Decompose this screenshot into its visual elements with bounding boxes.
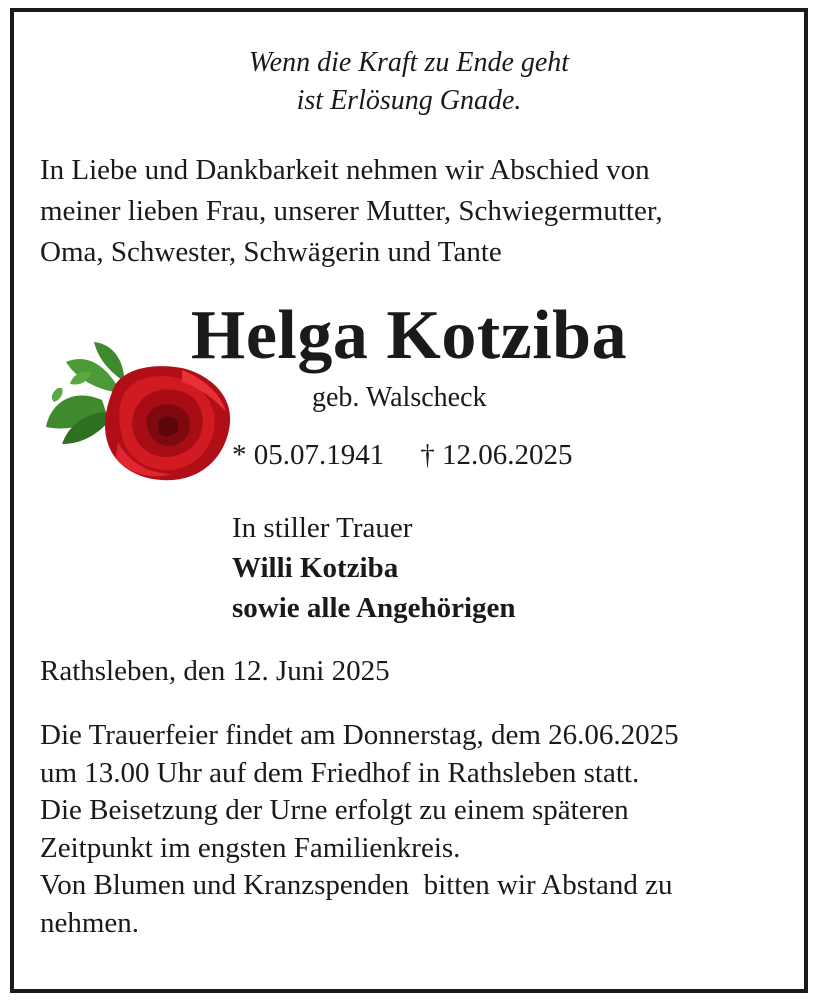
service-line-3: Die Beisetzung der Urne erfolgt zu einem späteren	[40, 794, 629, 826]
life-dates	[232, 436, 573, 474]
service-details	[40, 717, 785, 942]
signature-intro: In stiller Trauer	[232, 512, 413, 544]
intro-text	[40, 150, 785, 273]
signature-relatives: sowie alle Angehörigen	[232, 592, 516, 624]
obituary-frame	[10, 8, 808, 993]
death-date: † 12.06.2025	[420, 439, 573, 471]
intro-line-3: Oma, Schwester, Schwägerin und Tante	[40, 236, 502, 268]
service-line-2: um 13.00 Uhr auf dem Friedhof in Rathsleben statt.	[40, 756, 640, 789]
place-and-date: Rathsleben, den 12. Juni 2025	[40, 655, 390, 687]
signature-block	[232, 508, 516, 628]
deceased-name: Helga Kotziba	[190, 297, 628, 374]
intro-line-2: meiner lieben Frau, unserer Mutter, Schwiegermutter,	[40, 195, 663, 227]
birth-name: geb. Walscheck	[312, 382, 487, 413]
motto-line-1: Wenn die Kraft zu Ende geht	[248, 47, 570, 78]
service-line-1: Die Trauerfeier findet am Donnerstag, dem 26.06.2025	[40, 719, 679, 751]
motto-line-2: ist Erlösung Gnade.	[296, 85, 522, 116]
service-line-6: nehmen.	[40, 906, 140, 939]
birth-date: * 05.07.1941	[232, 439, 385, 471]
signature-mourner: Willi Kotziba	[232, 552, 399, 584]
service-line-5: Von Blumen und Kranzspenden bitten wir Abstand zu	[40, 869, 673, 901]
motto	[14, 44, 804, 120]
service-line-4: Zeitpunkt im engsten Familienkreis.	[40, 831, 461, 864]
intro-line-1: In Liebe und Dankbarkeit nehmen wir Abschied von	[40, 154, 650, 186]
